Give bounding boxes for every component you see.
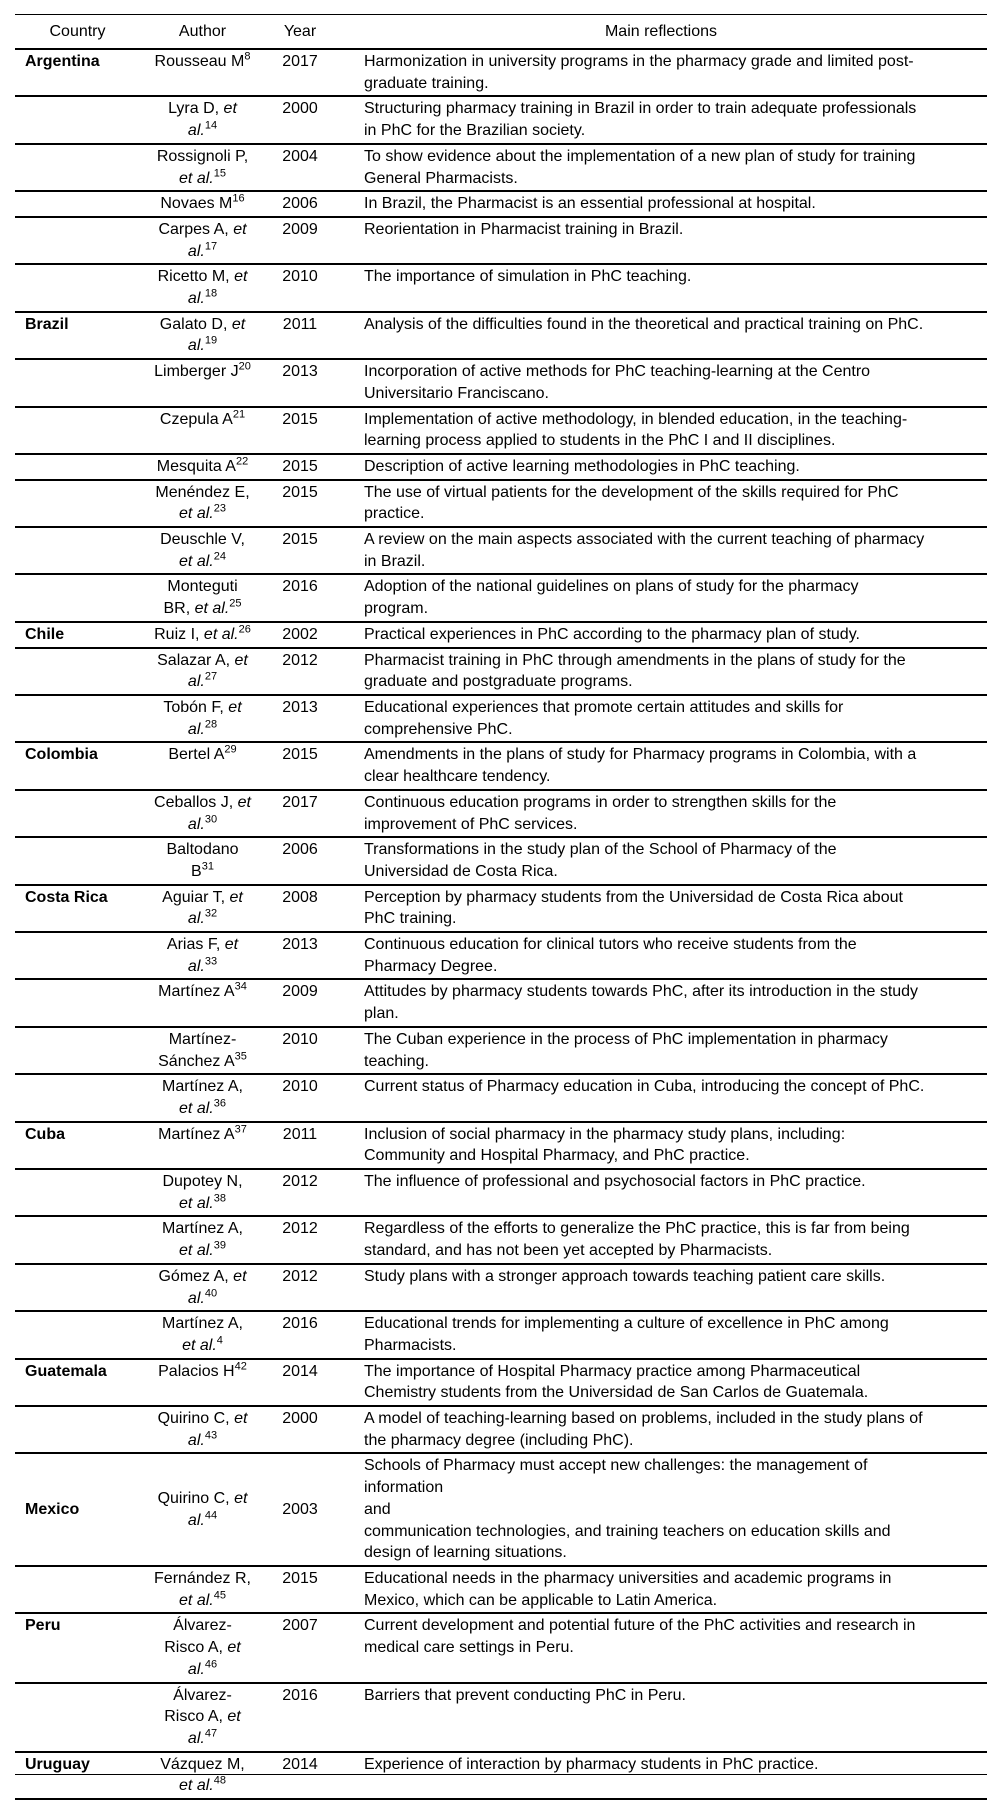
author-cell [140,1566,265,1613]
table-row [15,695,987,742]
et-al: et al. [187,793,251,833]
country-cell: Costa Rica [15,885,140,932]
author-name: Martínez A, [162,1078,243,1096]
country-cell [15,1027,140,1074]
year-cell: 2015 [265,480,335,527]
author-name: Quirino C, [157,1410,230,1428]
reflection-cell: Educational needs in the pharmacy universities and academic programs in Mexico, which can be applicable to Latin America. [335,1566,987,1613]
et-al: et al. [187,1639,241,1678]
author-name: Palacios H [158,1362,235,1380]
table-row [15,1169,987,1216]
year-cell: 2017 [265,49,335,96]
reflection-cell: Perception by pharmacy students from the Universidad de Costa Rica about PhC training. [335,885,987,932]
reference-number: 16 [232,192,245,205]
country-cell: Uruguay [15,1752,140,1799]
reference-number: 40 [204,1287,218,1300]
reflection-cell: Study plans with a stronger approach towards teaching patient care skills. [335,1264,987,1311]
header-reflections: Main reflections [335,15,987,50]
author-cell [140,648,265,695]
country-cell [15,217,140,264]
table-row [15,359,987,406]
table-row [15,407,987,454]
et-al: et al. [179,1777,214,1795]
reflection-cell: Analysis of the difficulties found in the theoretical and practical training on PhC. [335,312,987,359]
reflection-cell: Experience of interaction by pharmacy students in PhC practice. [335,1752,987,1799]
country-cell [15,790,140,837]
reference-number: 8 [244,50,251,63]
author-name: Arias F, [166,936,221,954]
reference-number: 35 [234,1050,247,1063]
year-cell: 2010 [265,1027,335,1074]
country-cell: Cuba [15,1122,140,1169]
author-cell [140,312,265,359]
year-cell: 2016 [265,1683,335,1752]
author-cell [140,979,265,1026]
author-name: Tobón F, [163,698,224,716]
reference-number: 19 [204,335,218,348]
year-cell: 2012 [265,1169,335,1216]
table-row [15,742,987,789]
table-row [15,1122,987,1169]
reflection-cell: The use of virtual patients for the development of the skills required for PhC practice. [335,480,987,527]
year-cell: 2000 [265,96,335,143]
country-cell [15,837,140,884]
reference-number: 48 [213,1775,226,1787]
reflection-cell: Continuous education programs in order to strengthen skills for the improvement of PhC services. [335,790,987,837]
author-cell [140,1264,265,1311]
reference-number: 46 [204,1658,218,1671]
year-cell: 2007 [265,1613,335,1682]
et-al: et al. [187,268,248,308]
table-row [15,1453,987,1566]
author-name: Menéndez E, [155,483,250,501]
reflection-cell: Current development and potential future of the PhC activities and research in medical care settings in Peru. [335,1613,987,1682]
year-cell: 2008 [265,885,335,932]
year-cell: 2003 [265,1453,335,1566]
et-al: et al. [179,505,214,523]
table-end-rule [15,1774,987,1775]
et-al: et al. [187,1490,248,1529]
author-name: Mesquita A [156,457,236,475]
author-name: Rossignoli P, [156,147,249,165]
reflection-cell: Educational experiences that promote certain attitudes and skills for comprehensive PhC. [335,695,987,742]
author-name: Deuschle V, [160,531,245,549]
author-name: Martínez A [158,1125,235,1143]
reference-number: 14 [204,119,218,132]
et-al: et al. [187,698,242,738]
author-name: Martínez A [158,983,235,1001]
author-name: Ricetto M, [157,268,230,286]
reference-number: 31 [201,860,214,873]
year-cell: 2012 [265,1216,335,1263]
reflection-cell: Adoption of the national guidelines on plans of study for the pharmacy program. [335,574,987,621]
table-row [15,1027,987,1074]
author-name: Martínez A, [162,1220,243,1238]
reflection-cell: Educational trends for implementing a culture of excellence in PhC among Pharmacists. [335,1311,987,1358]
reflection-cell: Attitudes by pharmacy students towards PhC, after its introduction in the study plan. [335,979,987,1026]
et-al: et al. [187,888,243,928]
country-cell [15,144,140,191]
author-cell [140,742,265,789]
country-cell: Brazil [15,312,140,359]
year-cell: 2015 [265,1566,335,1613]
reference-number: 22 [235,455,249,468]
year-cell: 2000 [265,1406,335,1453]
country-cell [15,1311,140,1358]
year-cell: 2010 [265,264,335,311]
country-cell [15,1074,140,1121]
reflection-cell: Description of active learning methodologies in PhC teaching. [335,454,987,480]
reference-number: 29 [224,744,237,757]
reflection-cell: A review on the main aspects associated with the current teaching of pharmacy in Brazil. [335,527,987,574]
year-cell: 2013 [265,359,335,406]
reference-number: 47 [204,1727,218,1740]
table-row [15,96,987,143]
reflection-cell: The importance of simulation in PhC teaching. [335,264,987,311]
reference-number: 27 [204,670,218,683]
author-name: Czepula A [159,410,233,428]
country-cell: Mexico [15,1453,140,1566]
table-row [15,1264,987,1311]
table-row [15,49,987,96]
year-cell: 2006 [265,191,335,217]
reflection-cell: In Brazil, the Pharmacist is an essential professional at hospital. [335,191,987,217]
et-al: et al. [179,1591,214,1609]
author-name: Martínez A, [162,1315,243,1333]
author-name: Aguiar T, [162,888,226,906]
reference-number: 4 [216,1334,223,1347]
author-cell [140,885,265,932]
author-cell [140,1122,265,1169]
author-name: Ruiz I, [154,625,200,643]
year-cell: 2013 [265,932,335,979]
author-cell [140,1027,265,1074]
reflection-cell: Incorporation of active methods for PhC teaching-learning at the Centro Universitario Franciscano. [335,359,987,406]
author-cell [140,1216,265,1263]
reference-number: 25 [229,597,242,610]
year-cell: 2009 [265,217,335,264]
author-name: Vázquez M, [160,1755,245,1773]
author-cell [140,264,265,311]
et-al: et al. [187,100,237,140]
author-name: Rousseau M [154,53,245,70]
et-al: et al. [187,1708,241,1747]
country-cell [15,1264,140,1311]
year-cell: 2015 [265,454,335,480]
author-name: Novaes M [160,195,233,213]
author-cell [140,1074,265,1121]
country-cell [15,480,140,527]
author-name: Monteguti BR, [163,578,238,618]
author-cell [140,144,265,191]
reflections-table [15,14,987,1800]
reference-number: 24 [213,550,226,563]
reference-number: 43 [204,1429,218,1442]
reference-number: 34 [234,981,247,994]
country-cell: Colombia [15,742,140,789]
reference-number: 36 [213,1097,226,1110]
reflection-cell: Pharmacist training in PhC through amendments in the plans of study for the graduate and postgraduate programs. [335,648,987,695]
table-row [15,480,987,527]
author-cell [140,454,265,480]
author-cell [140,695,265,742]
country-cell: Guatemala [15,1359,140,1406]
reflection-cell: The Cuban experience in the process of PhC implementation in pharmacy teaching. [335,1027,987,1074]
reflection-cell: Continuous education for clinical tutors who receive students from the Pharmacy Degree. [335,932,987,979]
country-cell [15,407,140,454]
table-row [15,312,987,359]
et-al: et al. [179,1099,214,1117]
author-cell [140,837,265,884]
table-row [15,622,987,648]
author-cell [140,1169,265,1216]
author-name: Fernández R, [154,1570,251,1587]
author-name: Bertel A [168,746,225,764]
author-name: Álvarez-Risco A, [164,1617,232,1657]
reference-number: 30 [204,813,218,826]
country-cell [15,1566,140,1613]
country-cell [15,648,140,695]
author-cell [140,407,265,454]
reference-number: 33 [204,955,218,968]
author-name: Lyra D, [168,100,220,118]
reference-number: 37 [234,1123,247,1136]
reference-number: 21 [232,408,246,421]
reference-number: 15 [213,167,226,180]
reflection-cell: The influence of professional and psychosocial factors in PhC practice. [335,1169,987,1216]
reflection-cell: Barriers that prevent conducting PhC in Peru. [335,1683,987,1752]
reference-number: 26 [238,623,251,636]
reference-number: 20 [238,360,251,373]
author-cell [140,622,265,648]
reference-number: 39 [213,1239,226,1252]
table-row [15,1683,987,1752]
reflection-cell: Structuring pharmacy training in Brazil in order to train adequate professionals in PhC for the Brazilian society. [335,96,987,143]
et-al: et al. [187,220,247,260]
author-cell [140,1613,265,1682]
year-cell: 2017 [265,790,335,837]
et-al: et al. [179,1194,214,1212]
table-row [15,1311,987,1358]
reference-number: 28 [204,718,218,731]
country-cell [15,695,140,742]
table-row [15,264,987,311]
country-cell [15,264,140,311]
author-name: Dupotey N, [162,1173,243,1191]
year-cell: 2009 [265,979,335,1026]
year-cell: 2011 [265,312,335,359]
author-cell [140,1752,265,1799]
table-row [15,217,987,264]
year-cell: 2016 [265,574,335,621]
reference-number: 38 [213,1192,226,1205]
year-cell: 2014 [265,1359,335,1406]
reflection-cell: Schools of Pharmacy must accept new challenges: the management of information and communication technologies, and training teachers on education skills and design of learning situations. [335,1453,987,1566]
reflection-cell: The importance of Hospital Pharmacy practice among Pharmaceutical Chemistry students from the Universidad de San Carlos de Guatemala. [335,1359,987,1406]
et-al: et al. [187,1267,247,1307]
reflection-cell: Regardless of the efforts to generalize the PhC practice, this is far from being standard, and has not been yet accepted by Pharmacists. [335,1216,987,1263]
et-al: et al. [179,169,214,187]
author-cell [140,574,265,621]
reflection-cell: Amendments in the plans of study for Pharmacy programs in Colombia, with a clear healthcare tendency. [335,742,987,789]
country-cell [15,96,140,143]
author-cell [140,191,265,217]
author-name: Galato D, [159,315,228,333]
table-row [15,932,987,979]
author-name: Ceballos J, [154,793,234,811]
table-row [15,1216,987,1263]
year-cell: 2012 [265,648,335,695]
author-name: Álvarez-Risco A, [164,1686,232,1726]
table-row [15,1613,987,1682]
table-row [15,1074,987,1121]
country-cell: Peru [15,1613,140,1682]
year-cell: 2010 [265,1074,335,1121]
author-cell [140,790,265,837]
et-al: et al. [187,1410,248,1449]
et-al: et al. [179,552,214,570]
author-cell [140,1453,265,1566]
year-cell: 2015 [265,407,335,454]
country-cell [15,1683,140,1752]
year-cell: 2014 [265,1752,335,1799]
country-cell [15,527,140,574]
reference-number: 23 [213,503,226,516]
header-country: Country [15,15,140,50]
table-row [15,574,987,621]
year-cell: 2015 [265,742,335,789]
author-cell [140,527,265,574]
author-name: Baltodano B [166,841,239,880]
et-al: et al. [187,936,239,975]
et-al: et al. [182,1336,217,1354]
author-name: Quirino C, [157,1490,230,1508]
table-row [15,979,987,1026]
et-al: et al. [179,1242,214,1260]
author-name: Carpes A, [158,220,229,238]
et-al: et al. [194,600,230,618]
table-row [15,527,987,574]
year-cell: 2006 [265,837,335,884]
table-row [15,454,987,480]
et-al: et al. [203,625,239,643]
reflection-cell: To show evidence about the implementation of a new plan of study for training General Pharmacists. [335,144,987,191]
table-row [15,837,987,884]
country-cell [15,1406,140,1453]
author-name: Salazar A, [157,651,231,669]
year-cell: 2015 [265,527,335,574]
author-cell [140,359,265,406]
table-row [15,144,987,191]
year-cell: 2002 [265,622,335,648]
table-row [15,648,987,695]
author-cell [140,1683,265,1752]
table-row [15,191,987,217]
country-cell [15,979,140,1026]
reflection-cell: Implementation of active methodology, in blended education, in the teaching-learning process applied to students in the PhC I and II disciplines. [335,407,987,454]
reference-number: 45 [213,1589,226,1602]
country-cell: Chile [15,622,140,648]
author-cell [140,49,265,96]
reflection-cell: Harmonization in university programs in the pharmacy grade and limited post-graduate training. [335,49,987,96]
country-cell: Argentina [15,49,140,96]
reflection-cell: Transformations in the study plan of the School of Pharmacy of the Universidad de Costa Rica. [335,837,987,884]
country-cell [15,359,140,406]
table-row [15,790,987,837]
reference-number: 44 [204,1509,218,1522]
country-cell [15,1169,140,1216]
country-cell [15,574,140,621]
author-cell [140,932,265,979]
country-cell [15,932,140,979]
country-cell [15,1216,140,1263]
table-body [15,49,987,1799]
et-al: et al. [187,651,248,691]
author-cell [140,96,265,143]
year-cell: 2004 [265,144,335,191]
year-cell: 2016 [265,1311,335,1358]
header-row [15,15,987,50]
reference-number: 17 [204,240,218,253]
author-name: Martínez-Sánchez A [158,1030,237,1070]
year-cell: 2012 [265,1264,335,1311]
author-name: Gómez A, [158,1267,229,1285]
country-cell [15,454,140,480]
reference-number: 18 [204,287,218,300]
reference-number: 42 [234,1360,247,1373]
reflection-cell: Practical experiences in PhC according to the pharmacy plan of study. [335,622,987,648]
author-cell [140,480,265,527]
table-row [15,1359,987,1406]
reflection-cell: Current status of Pharmacy education in Cuba, introducing the concept of PhC. [335,1074,987,1121]
et-al: et al. [187,315,246,355]
author-cell [140,1311,265,1358]
reference-number: 32 [204,907,218,920]
author-cell [140,1406,265,1453]
reflection-cell: Inclusion of social pharmacy in the pharmacy study plans, including: Community and Hospital Pharmacy, and PhC practice. [335,1122,987,1169]
reflection-cell: A model of teaching-learning based on problems, included in the study plans of the pharmacy degree (including PhC). [335,1406,987,1453]
author-cell [140,217,265,264]
author-cell [140,1359,265,1406]
year-cell: 2013 [265,695,335,742]
country-cell [15,191,140,217]
table-row [15,885,987,932]
table-row [15,1566,987,1613]
table-row [15,1752,987,1799]
reflection-cell: Reorientation in Pharmacist training in Brazil. [335,217,987,264]
header-year: Year [265,15,335,50]
year-cell: 2011 [265,1122,335,1169]
table-row [15,1406,987,1453]
header-author: Author [140,15,265,50]
author-name: Limberger J [154,363,239,381]
